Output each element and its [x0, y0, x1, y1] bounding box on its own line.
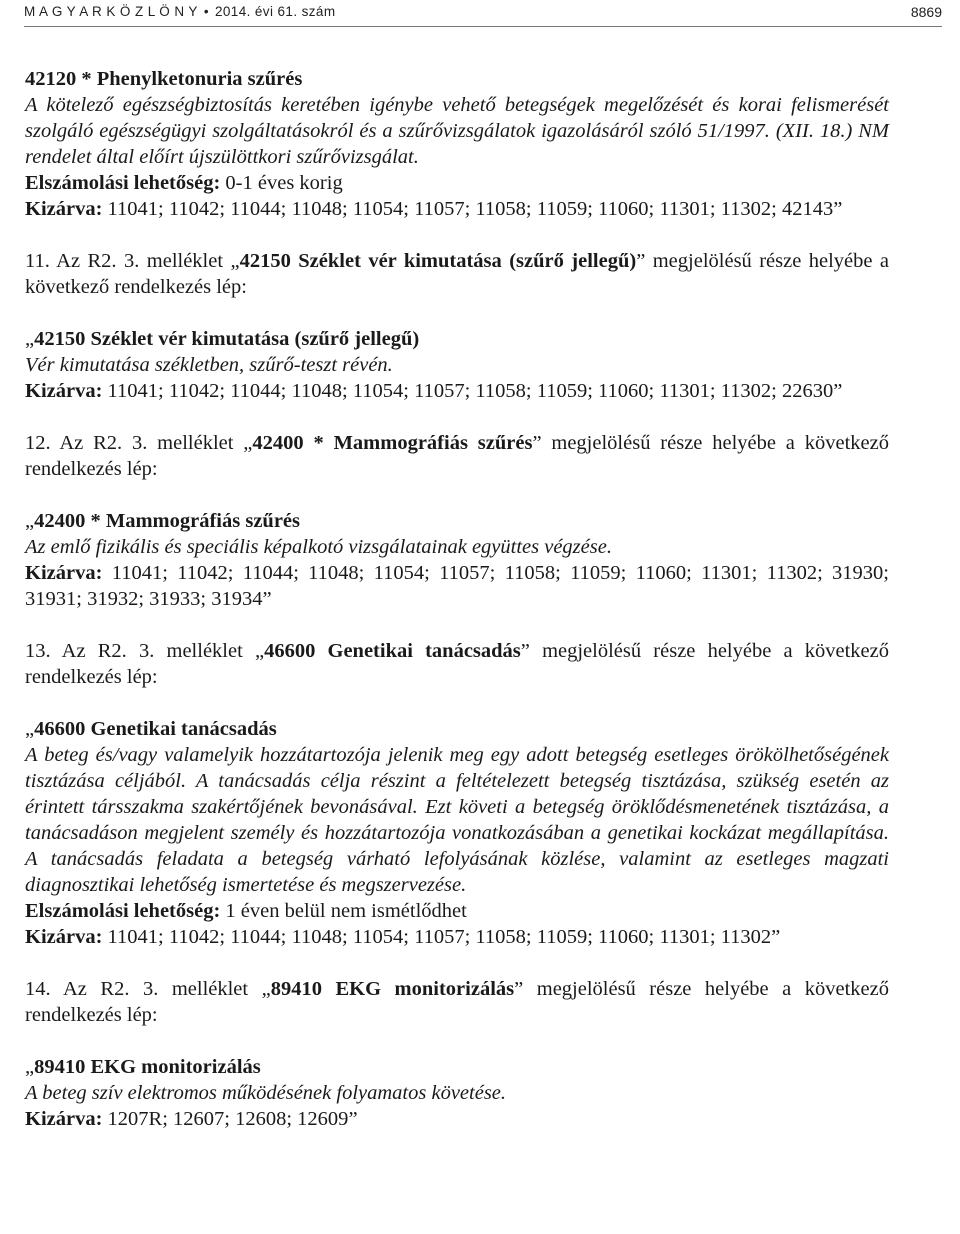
issue-label: 2014. évi 61. szám: [214, 4, 336, 19]
header-bullet: •: [203, 4, 209, 19]
entry-description: Az emlő fizikális és speciális képalkotó vizsgálatainak együttes végzése.: [25, 536, 612, 558]
entry-42120: [25, 66, 889, 222]
entry-title: 42120 * Phenylketonuria szűrés: [25, 68, 303, 90]
entry-description: A beteg és/vagy valamelyik hozzátartozója jelenik meg egy adott betegség esetleges örökölhetőségének tisztázása céljából. A tanácsadás célja részint a feltételezett betegség tisztázása, szükség esetén az érintett társszakma szakértőjének bevonásával. Ezt követi a betegség öröklődésmenetének tisztázása, a tanácsadáson megjelent személy és hozzátartozója vonatkozásában a genetikai kockázat megállapítása. A tanácsadás feladata a betegség várható lefolyásának közlése, valamint az esetleges magzati diagnosztikai lehetőség ismertetése és megszervezése.: [25, 744, 889, 896]
entry-title: „42150 Széklet vér kimutatása (szűrő jellegű): [25, 328, 420, 350]
page-header: [24, 4, 942, 24]
entry-title: „42400 * Mammográfiás szűrés: [25, 510, 300, 532]
kizarva-line: Kizárva: 11041; 11042; 11044; 11048; 11054; 11057; 11058; 11059; 11060; 11301; 11302”: [25, 926, 781, 948]
section-intro: 13. Az R2. 3. melléklet „46600 Genetikai tanácsadás” megjelölésű része helyébe a következő rendelkezés lép:: [25, 640, 889, 688]
section-intro: 12. Az R2. 3. melléklet „42400 * Mammográfiás szűrés” megjelölésű része helyébe a következő rendelkezés lép:: [25, 432, 889, 480]
elszamolasi-line: Elszámolási lehetőség: 1 éven belül nem ismétlődhet: [25, 900, 467, 922]
section-12: [25, 430, 889, 612]
section-intro: 14. Az R2. 3. melléklet „89410 EKG monitorizálás” megjelölésű része helyébe a következő rendelkezés lép:: [25, 978, 890, 1026]
kizarva-line: Kizárva: 11041; 11042; 11044; 11048; 11054; 11057; 11058; 11059; 11060; 11301; 11302; 22630”: [25, 380, 843, 402]
entry-description: Vér kimutatása székletben, szűrő-teszt révén.: [25, 354, 393, 376]
entry-description: A beteg szív elektromos működésének folyamatos követése.: [25, 1082, 507, 1104]
elszamolasi-line: Elszámolási lehetőség: 0-1 éves korig: [25, 172, 343, 194]
section-intro: 11. Az R2. 3. melléklet „42150 Széklet vér kimutatása (szűrő jellegű)” megjelölésű része helyébe a következő rendelkezés lép:: [25, 250, 890, 298]
entry-title: „89410 EKG monitorizálás: [25, 1056, 261, 1078]
section-14: [25, 976, 889, 1132]
kizarva-line: Kizárva: 1207R; 12607; 12608; 12609”: [25, 1108, 358, 1130]
document-body: [25, 66, 889, 1132]
kizarva-line: Kizárva: 11041; 11042; 11044; 11048; 11054; 11057; 11058; 11059; 11060; 11301; 11302; 31930; 31931; 31932; 31933; 31934”: [25, 562, 890, 610]
entry-description: A kötelező egészségbiztosítás keretében igénybe vehető betegségek megelőzését és korai felismerését szolgáló egészségügyi szolgáltatásokról és a szűrővizsgálatok igazolásáról szóló 51/1997. (XII. 18.) NM rendelet által előírt újszülöttkori szűrővizsgálat.: [25, 94, 889, 168]
header-rule: [24, 26, 942, 27]
journal-info: [24, 4, 335, 19]
journal-name: M A G Y A R K Ö Z L Ö N Y: [24, 4, 198, 19]
kizarva-line: Kizárva: 11041; 11042; 11044; 11048; 11054; 11057; 11058; 11059; 11060; 11301; 11302; 42143”: [25, 198, 843, 220]
section-11: [25, 248, 889, 404]
page-number: 8869: [910, 4, 942, 20]
section-13: [25, 638, 889, 950]
entry-title: „46600 Genetikai tanácsadás: [25, 718, 277, 740]
